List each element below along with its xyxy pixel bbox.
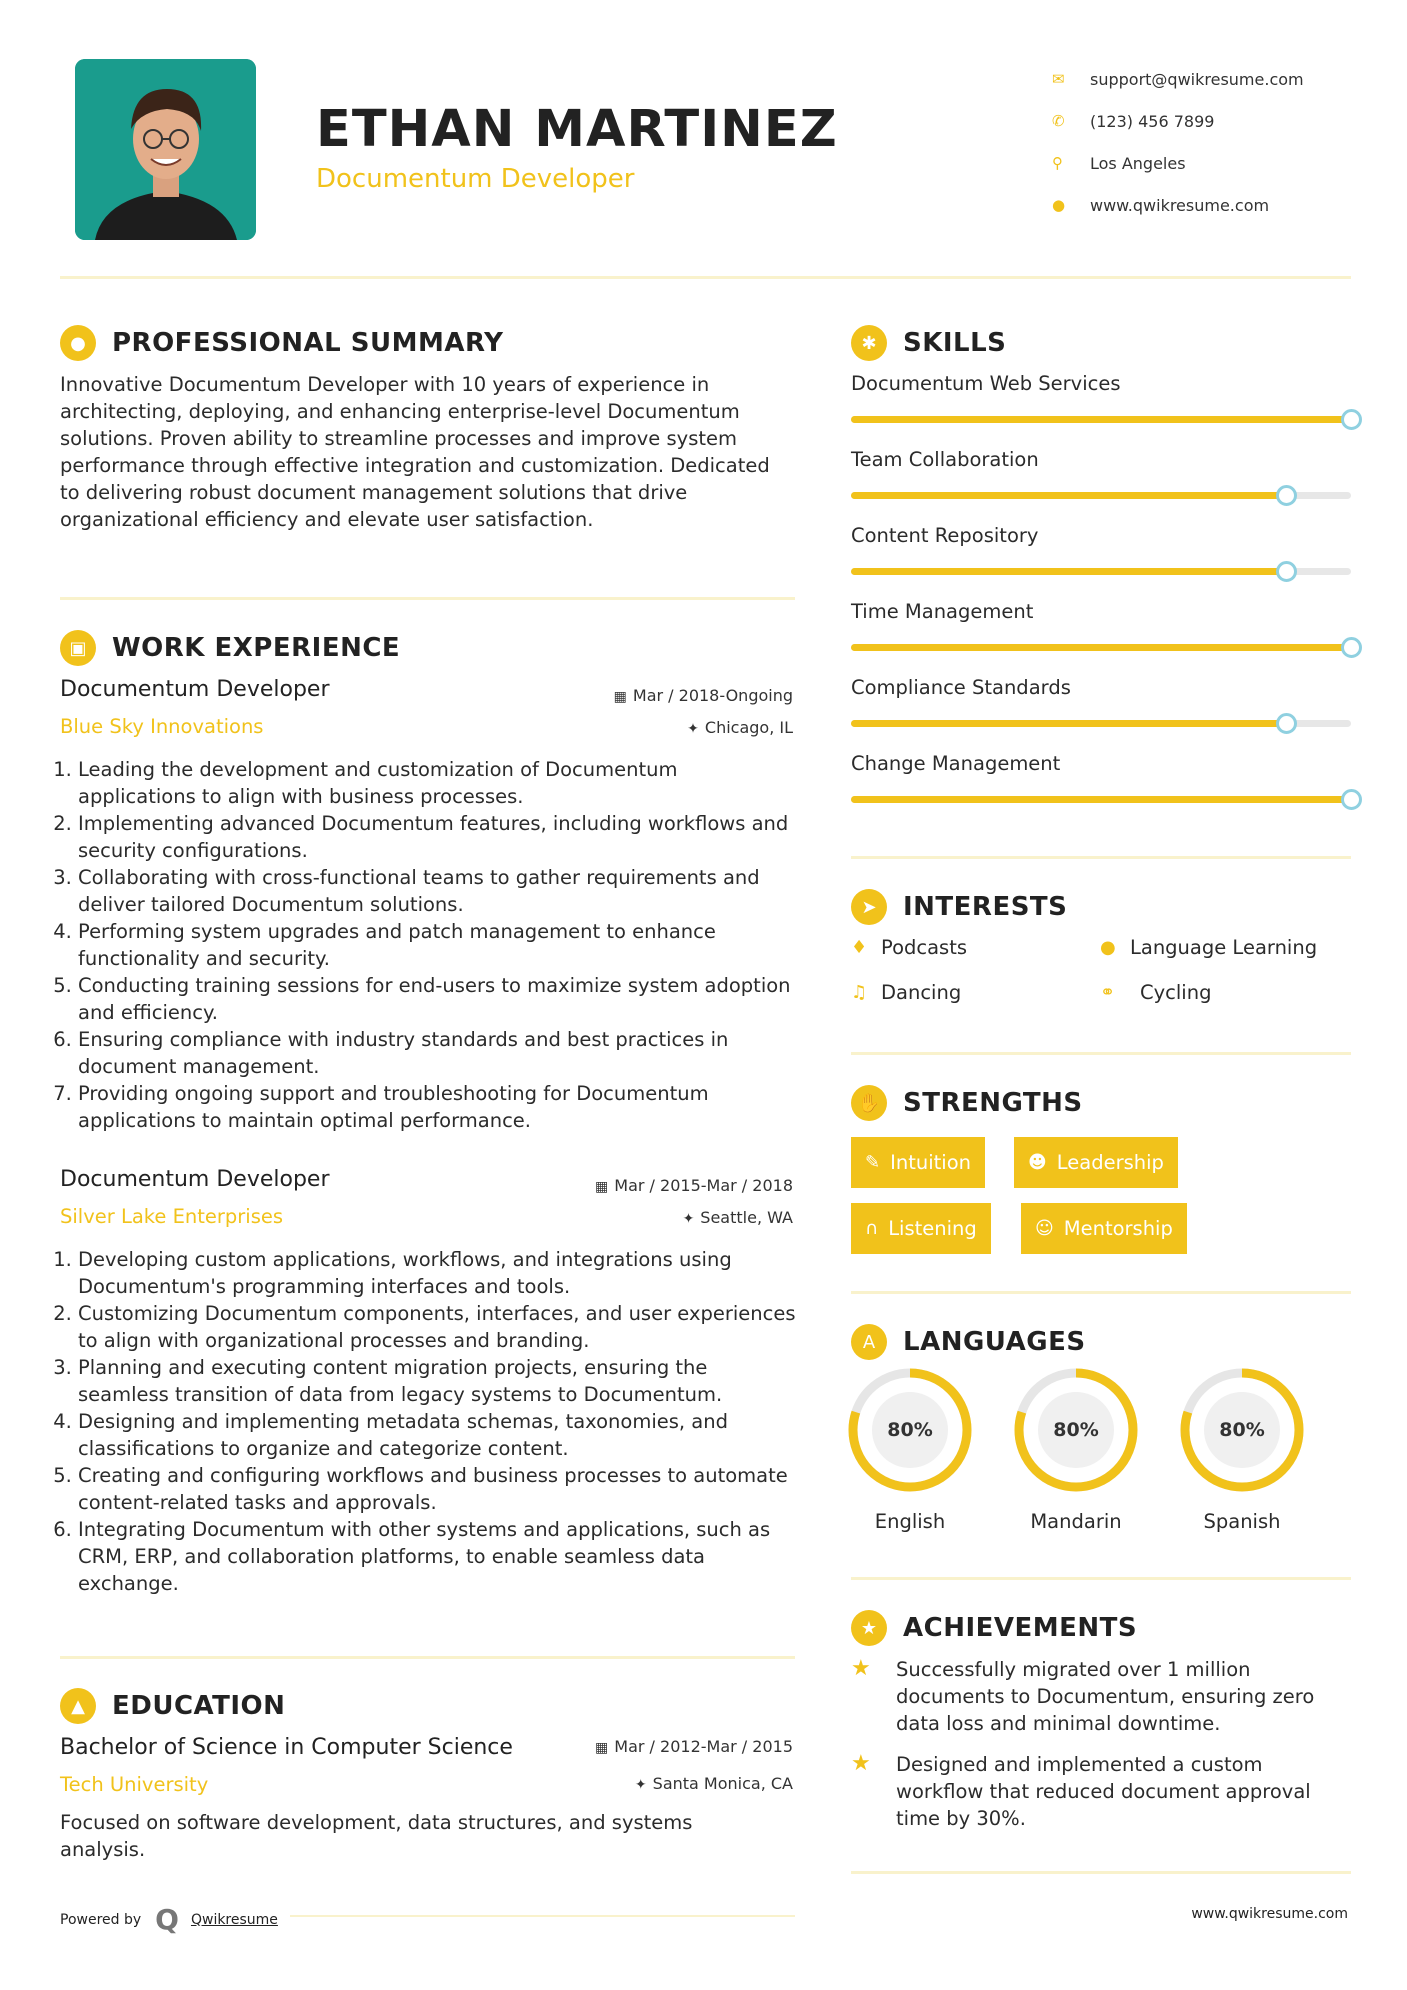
contact-website[interactable]: ● www.qwikresume.com xyxy=(1052,195,1270,215)
interest-item: ⚭ Cycling xyxy=(1100,981,1212,1004)
skill-bar xyxy=(851,416,1351,423)
list-item: 7. Providing ongoing support and troubleshooting for Documentum applications to maintain optimal performance. xyxy=(78,1080,800,1134)
calendar-icon: ▦ xyxy=(595,1740,609,1756)
list-item: 6. Integrating Documentum with other systems and applications, such as CRM, ERP, and collaboration platforms, to enable seamless data exchange. xyxy=(78,1516,800,1597)
list-item: 4. Performing system upgrades and patch management to enhance functionality and security. xyxy=(78,918,800,972)
skill-item: Team Collaboration xyxy=(851,448,1351,471)
phone-icon: ✆ xyxy=(1052,112,1065,130)
education-location: ✦ Santa Monica, CA xyxy=(634,1774,793,1793)
language-icon: A xyxy=(851,1324,887,1360)
skill-item: Content Repository xyxy=(851,524,1351,547)
mail-icon: ✉ xyxy=(1052,70,1065,88)
job-date: ▦ Mar / 2018-Ongoing xyxy=(613,686,793,705)
strength-chip: ∩ Listening xyxy=(851,1203,991,1254)
summary-text: Innovative Documentum Developer with 10 years of experience in architecting, deploying, and enhancing enterprise-level Documentum solutions. Proven ability to streamline processes and improve system performance through effective integration and customization. Dedicated to delivering robust document management solutions that drive organizational efficiency and elevate user satisfaction. xyxy=(60,373,770,531)
language-percent: 80% xyxy=(1219,1419,1265,1441)
briefcase-icon: ▣ xyxy=(60,630,96,666)
pin-icon: ✦ xyxy=(682,1211,695,1227)
user-icon: ● xyxy=(60,325,96,361)
section-divider xyxy=(60,1656,795,1659)
candidate-name: ETHAN MARTINEZ xyxy=(316,100,838,159)
education-heading: ▲ EDUCATION xyxy=(60,1688,285,1724)
lightbulb-icon: ✱ xyxy=(851,325,887,361)
strength-chip: ✎ Intuition xyxy=(851,1137,985,1188)
language-item xyxy=(1180,1368,1304,1533)
job-bullets xyxy=(60,1246,800,1597)
skill-bar-fill xyxy=(851,644,1351,651)
list-item: 5. Conducting training sessions for end-users to maximize system adoption and efficiency. xyxy=(78,972,800,1026)
list-item: 4. Designing and implementing metadata schemas, taxonomies, and classifications to organize and categorize content. xyxy=(78,1408,800,1462)
section-divider xyxy=(851,1577,1351,1580)
job-company: Blue Sky Innovations xyxy=(60,715,264,738)
graduation-cap-icon: ▲ xyxy=(60,1688,96,1724)
list-item: 5. Creating and configuring workflows and business processes to automate content-related tasks and approvals. xyxy=(78,1462,800,1516)
experience-heading: ▣ WORK EXPERIENCE xyxy=(60,630,400,666)
star-icon: ★ xyxy=(851,1610,887,1646)
job-location: ✦ Seattle, WA xyxy=(682,1208,793,1227)
education-school: Tech University xyxy=(60,1773,209,1796)
skill-item: Documentum Web Services xyxy=(851,372,1351,395)
globe-icon: ● xyxy=(1052,196,1066,214)
job-company: Silver Lake Enterprises xyxy=(60,1205,284,1228)
language-percent: 80% xyxy=(887,1419,933,1441)
strengths-heading: ✋ STRENGTHS xyxy=(851,1085,1083,1121)
qwikresume-logo-icon: Q xyxy=(155,1903,179,1936)
language-name: English xyxy=(874,1510,946,1533)
skill-bar xyxy=(851,720,1351,727)
footer-website[interactable]: www.qwikresume.com xyxy=(1191,1906,1348,1922)
section-divider xyxy=(851,1052,1351,1055)
list-item: 1. Developing custom applications, workflows, and integrations using Documentum's programming interfaces and tools. xyxy=(78,1246,800,1300)
section-divider xyxy=(851,1291,1351,1294)
interests-heading: ➤ INTERESTS xyxy=(851,889,1067,925)
pin-icon: ✦ xyxy=(687,721,699,737)
education-degree: Bachelor of Science in Computer Science xyxy=(60,1735,513,1760)
paper-plane-icon: ➤ xyxy=(851,889,887,925)
hand-icon: ✋ xyxy=(851,1085,887,1121)
strength-chip: ☻ Leadership xyxy=(1014,1137,1178,1188)
skills-heading: ✱ SKILLS xyxy=(851,325,1006,361)
skill-bar xyxy=(851,568,1351,575)
list-item: 3. Planning and executing content migration projects, ensuring the seamless transition of data from legacy systems to Documentum. xyxy=(78,1354,800,1408)
skill-bar-fill xyxy=(851,416,1351,423)
footer-powered-by: Powered by Q Qwikresume xyxy=(60,1903,278,1936)
list-item: 6. Ensuring compliance with industry standards and best practices in document management. xyxy=(78,1026,800,1080)
skill-item: Change Management xyxy=(851,752,1351,775)
calendar-icon: ▦ xyxy=(613,689,627,705)
pin-icon: ✦ xyxy=(634,1777,647,1793)
language-item xyxy=(848,1368,972,1533)
candidate-title: Documentum Developer xyxy=(316,164,635,194)
languages-heading: A LANGUAGES xyxy=(851,1324,1086,1360)
section-divider xyxy=(851,1871,1351,1874)
achievement-item: ★ Successfully migrated over 1 million documents to Documentum, ensuring zero data loss and minimal downtime. xyxy=(851,1656,1315,1735)
language-percent: 80% xyxy=(1053,1419,1099,1441)
location-icon: ⚲ xyxy=(1052,154,1063,172)
star-icon: ★ xyxy=(851,1656,871,1681)
users-icon: ☻ xyxy=(1028,1152,1047,1173)
skill-bar xyxy=(851,492,1351,499)
list-item: 1. Leading the development and customization of Documentum applications to align with business processes. xyxy=(78,756,800,810)
contact-phone[interactable]: ✆ (123) 456 7899 xyxy=(1052,111,1215,131)
skill-bar-knob xyxy=(1276,561,1297,582)
list-item: 2. Customizing Documentum components, interfaces, and user experiences to align with organizational processes and branding. xyxy=(78,1300,800,1354)
list-item: 3. Collaborating with cross-functional teams to gather requirements and deliver tailored Documentum solutions. xyxy=(78,864,800,918)
skill-bar-knob xyxy=(1276,485,1297,506)
contact-email[interactable]: ✉ support@qwikresume.com xyxy=(1052,69,1304,89)
interest-item: ♦ Podcasts xyxy=(851,936,968,959)
skill-bar-fill xyxy=(851,568,1286,575)
job-title: Documentum Developer xyxy=(60,677,330,702)
skill-bar-knob xyxy=(1341,637,1362,658)
education-date: ▦ Mar / 2012-Mar / 2015 xyxy=(595,1737,793,1756)
language-item xyxy=(1014,1368,1138,1533)
skill-bar-knob xyxy=(1276,713,1297,734)
education-description: Focused on software development, data structures, and systems analysis. xyxy=(60,1811,693,1861)
skill-bar xyxy=(851,796,1351,803)
strength-chip: ☺ Mentorship xyxy=(1021,1203,1187,1254)
star-icon: ★ xyxy=(851,1751,871,1776)
section-divider xyxy=(60,597,795,600)
profile-photo xyxy=(75,59,256,240)
achievements-heading: ★ ACHIEVEMENTS xyxy=(851,1610,1137,1646)
music-icon: ♫ xyxy=(851,982,868,1003)
qwikresume-link[interactable]: Qwikresume xyxy=(190,1911,278,1928)
summary-heading: ● PROFESSIONAL SUMMARY xyxy=(60,325,503,361)
bicycle-icon: ⚭ xyxy=(1100,982,1116,1003)
microphone-icon: ♦ xyxy=(851,937,868,958)
skill-bar-fill xyxy=(851,720,1286,727)
job-bullets xyxy=(60,756,800,1134)
interest-item: ♫ Dancing xyxy=(851,981,962,1004)
contact-list xyxy=(1052,58,1304,226)
skill-bar-fill xyxy=(851,796,1351,803)
skill-item: Compliance Standards xyxy=(851,676,1351,699)
skill-bar-fill xyxy=(851,492,1286,499)
header-divider xyxy=(60,276,1351,279)
headphones-icon: ∩ xyxy=(865,1218,879,1239)
skill-bar-knob xyxy=(1341,409,1362,430)
skill-bar-knob xyxy=(1341,789,1362,810)
skill-item: Time Management xyxy=(851,600,1351,623)
achievement-item: ★ Designed and implemented a custom workflow that reduced document approval time by 30%. xyxy=(851,1751,1311,1830)
job-date: ▦ Mar / 2015-Mar / 2018 xyxy=(595,1176,793,1195)
language-name: Mandarin xyxy=(1030,1510,1122,1533)
globe-icon: ● xyxy=(1100,937,1116,958)
section-divider xyxy=(851,856,1351,859)
job-location: ✦ Chicago, IL xyxy=(687,718,793,737)
contact-location: ⚲ Los Angeles xyxy=(1052,153,1186,173)
magic-wand-icon: ✎ xyxy=(865,1152,881,1173)
language-name: Spanish xyxy=(1203,1510,1281,1533)
job-title: Documentum Developer xyxy=(60,1167,330,1192)
user-plus-icon: ☺ xyxy=(1035,1218,1054,1239)
skill-bar xyxy=(851,644,1351,651)
interest-item: ● Language Learning xyxy=(1100,936,1318,959)
footer-divider xyxy=(290,1915,795,1917)
list-item: 2. Implementing advanced Documentum features, including workflows and security configurations. xyxy=(78,810,800,864)
calendar-icon: ▦ xyxy=(595,1179,609,1195)
